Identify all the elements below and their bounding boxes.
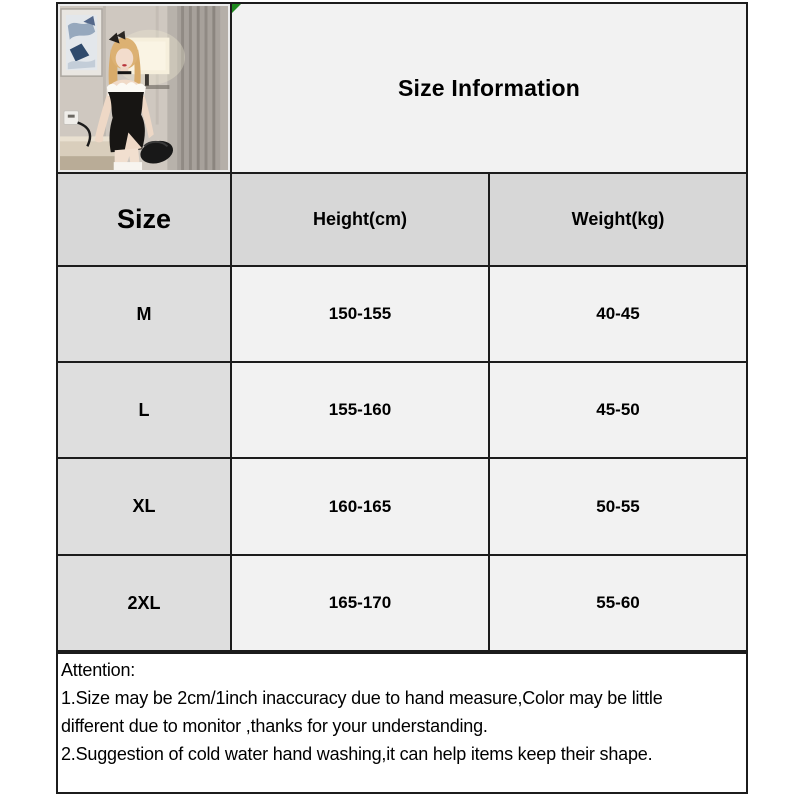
- table-row-l-size: L: [58, 363, 230, 457]
- table-row-xl-size: XL: [58, 459, 230, 554]
- table-row-2xl-size: 2XL: [58, 556, 230, 650]
- table-row-2xl-height: 165-170: [232, 556, 488, 650]
- column-header-size: Size: [58, 174, 230, 265]
- table-row-2xl-weight: 55-60: [490, 556, 746, 650]
- table-row-l-height: 155-160: [232, 363, 488, 457]
- title-cell: [232, 4, 746, 172]
- attention-note-2: 2.Suggestion of cold water hand washing,it can help items keep their shape.: [61, 744, 653, 764]
- curtain: [167, 6, 228, 170]
- attention-box: [56, 652, 748, 794]
- product-photo: [58, 4, 230, 172]
- page-title: Size Information: [397, 74, 581, 101]
- table-row-xl-height: 160-165: [232, 459, 488, 554]
- attention-note-1b: different due to monitor ,thanks for your understanding.: [61, 716, 488, 736]
- attention-heading: Attention:: [61, 660, 136, 680]
- table-row-l-weight: 45-50: [490, 363, 746, 457]
- column-header-height: Height(cm): [232, 174, 488, 265]
- table-row-m-size: M: [58, 267, 230, 361]
- green-corner-flag-icon: [232, 4, 241, 13]
- product-photo-illustration: [60, 6, 228, 170]
- column-header-weight: Weight(kg): [490, 174, 746, 265]
- attention-note-1a: 1.Size may be 2cm/1inch inaccuracy due to hand measure,Color may be little: [61, 688, 663, 708]
- desk: [60, 136, 115, 170]
- table-row-m-weight: 40-45: [490, 267, 746, 361]
- size-table: [56, 2, 748, 654]
- table-row-xl-weight: 50-55: [490, 459, 746, 554]
- framed-art: [61, 9, 102, 76]
- table-row-m-height: 150-155: [232, 267, 488, 361]
